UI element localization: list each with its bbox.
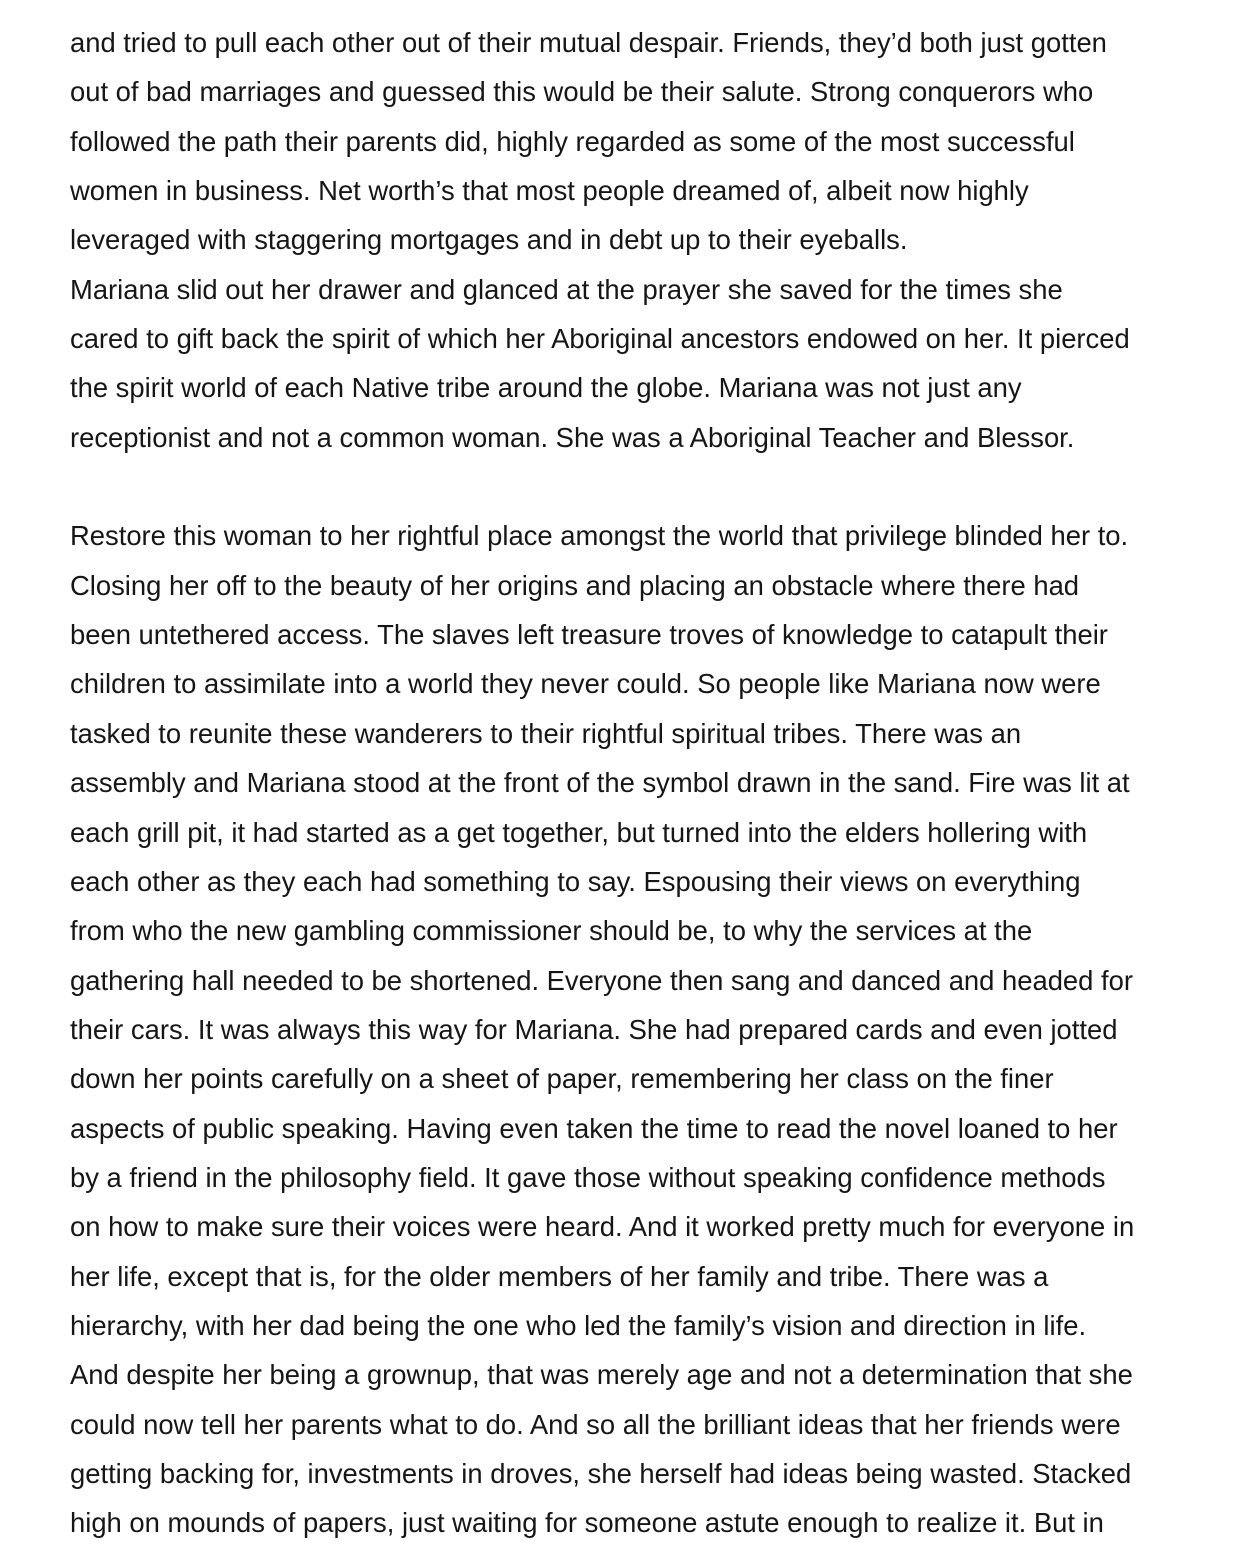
text-line: aspects of public speaking. Having even taken the time to read the novel loaned to her (70, 1112, 1118, 1144)
text-line: cared to gift back the spirit of which her Aboriginal ancestors endowed on her. It pierced (70, 323, 1130, 355)
text-line: the spirit world of each Native tribe around the globe. Mariana was not just any (70, 372, 1022, 404)
text-line: her life, except that is, for the older members of her family and tribe. There was a (70, 1260, 1049, 1292)
text-line: leveraged with staggering mortgages and in debt up to their eyeballs. (70, 224, 908, 256)
text-line: their cars. It was always this way for Mariana. She had prepared cards and even jotted (70, 1013, 1118, 1045)
text-line: by a friend in the philosophy field. It gave those without speaking confidence methods (70, 1161, 1106, 1193)
text-line: tasked to reunite these wanderers to their rightful spiritual tribes. There was an (70, 717, 1022, 749)
text-line: Mariana slid out her drawer and glanced at the prayer she saved for the times she (70, 273, 1063, 305)
text-line: gathering hall needed to be shortened. Everyone then sang and danced and headed for (70, 964, 1133, 996)
text-line: each other as they each had something to say. Espousing their views on everything (70, 865, 1081, 897)
text-line: assembly and Mariana stood at the front of the symbol drawn in the sand. Fire was lit at (70, 767, 1130, 799)
text-line: Restore this woman to her rightful place amongst the world that privilege blinded her to. (70, 520, 1129, 552)
document-page (70, 18, 1220, 1548)
text-line: out of bad marriages and guessed this would be their salute. Strong conquerors who (70, 76, 1094, 108)
text-line: hierarchy, with her dad being the one who led the family’s vision and direction in life. (70, 1309, 1087, 1341)
text-line: women in business. Net worth’s that most people dreamed of, albeit now highly (70, 175, 1029, 207)
text-line: high on mounds of papers, just waiting for someone astute enough to realize it. But in (70, 1507, 1104, 1539)
text-line: children to assimilate into a world they never could. So people like Mariana now were (70, 668, 1101, 700)
text-line: Closing her off to the beauty of her origins and placing an obstacle where there had (70, 569, 1080, 601)
text-line: on how to make sure their voices were heard. And it worked pretty much for everyone in (70, 1211, 1135, 1243)
paragraph-spacer (70, 462, 1220, 511)
text-line: followed the path their parents did, highly regarded as some of the most successful (70, 125, 1075, 157)
text-line: down her points carefully on a sheet of paper, remembering her class on the finer (70, 1063, 1054, 1095)
text-line: could now tell her parents what to do. And so all the brilliant ideas that her friends were (70, 1408, 1121, 1440)
text-line: each grill pit, it had started as a get together, but turned into the elders hollering with (70, 816, 1088, 848)
text-line: been untethered access. The slaves left treasure troves of knowledge to catapult their (70, 619, 1108, 651)
paragraph-1 (70, 18, 1220, 265)
text-line: from who the new gambling commissioner should be, to why the services at the (70, 915, 1033, 947)
paragraph-2 (70, 265, 1220, 462)
text-line: getting backing for, investments in droves, she herself had ideas being wasted. Stacked (70, 1457, 1132, 1489)
text-line: and tried to pull each other out of their mutual despair. Friends, they’d both just gotten (70, 27, 1107, 58)
text-line: receptionist and not a common woman. She was a Aboriginal Teacher and Blessor. (70, 421, 1075, 453)
text-line: And despite her being a grownup, that was merely age and not a determination that she (70, 1359, 1133, 1391)
paragraph-3 (70, 511, 1220, 1547)
